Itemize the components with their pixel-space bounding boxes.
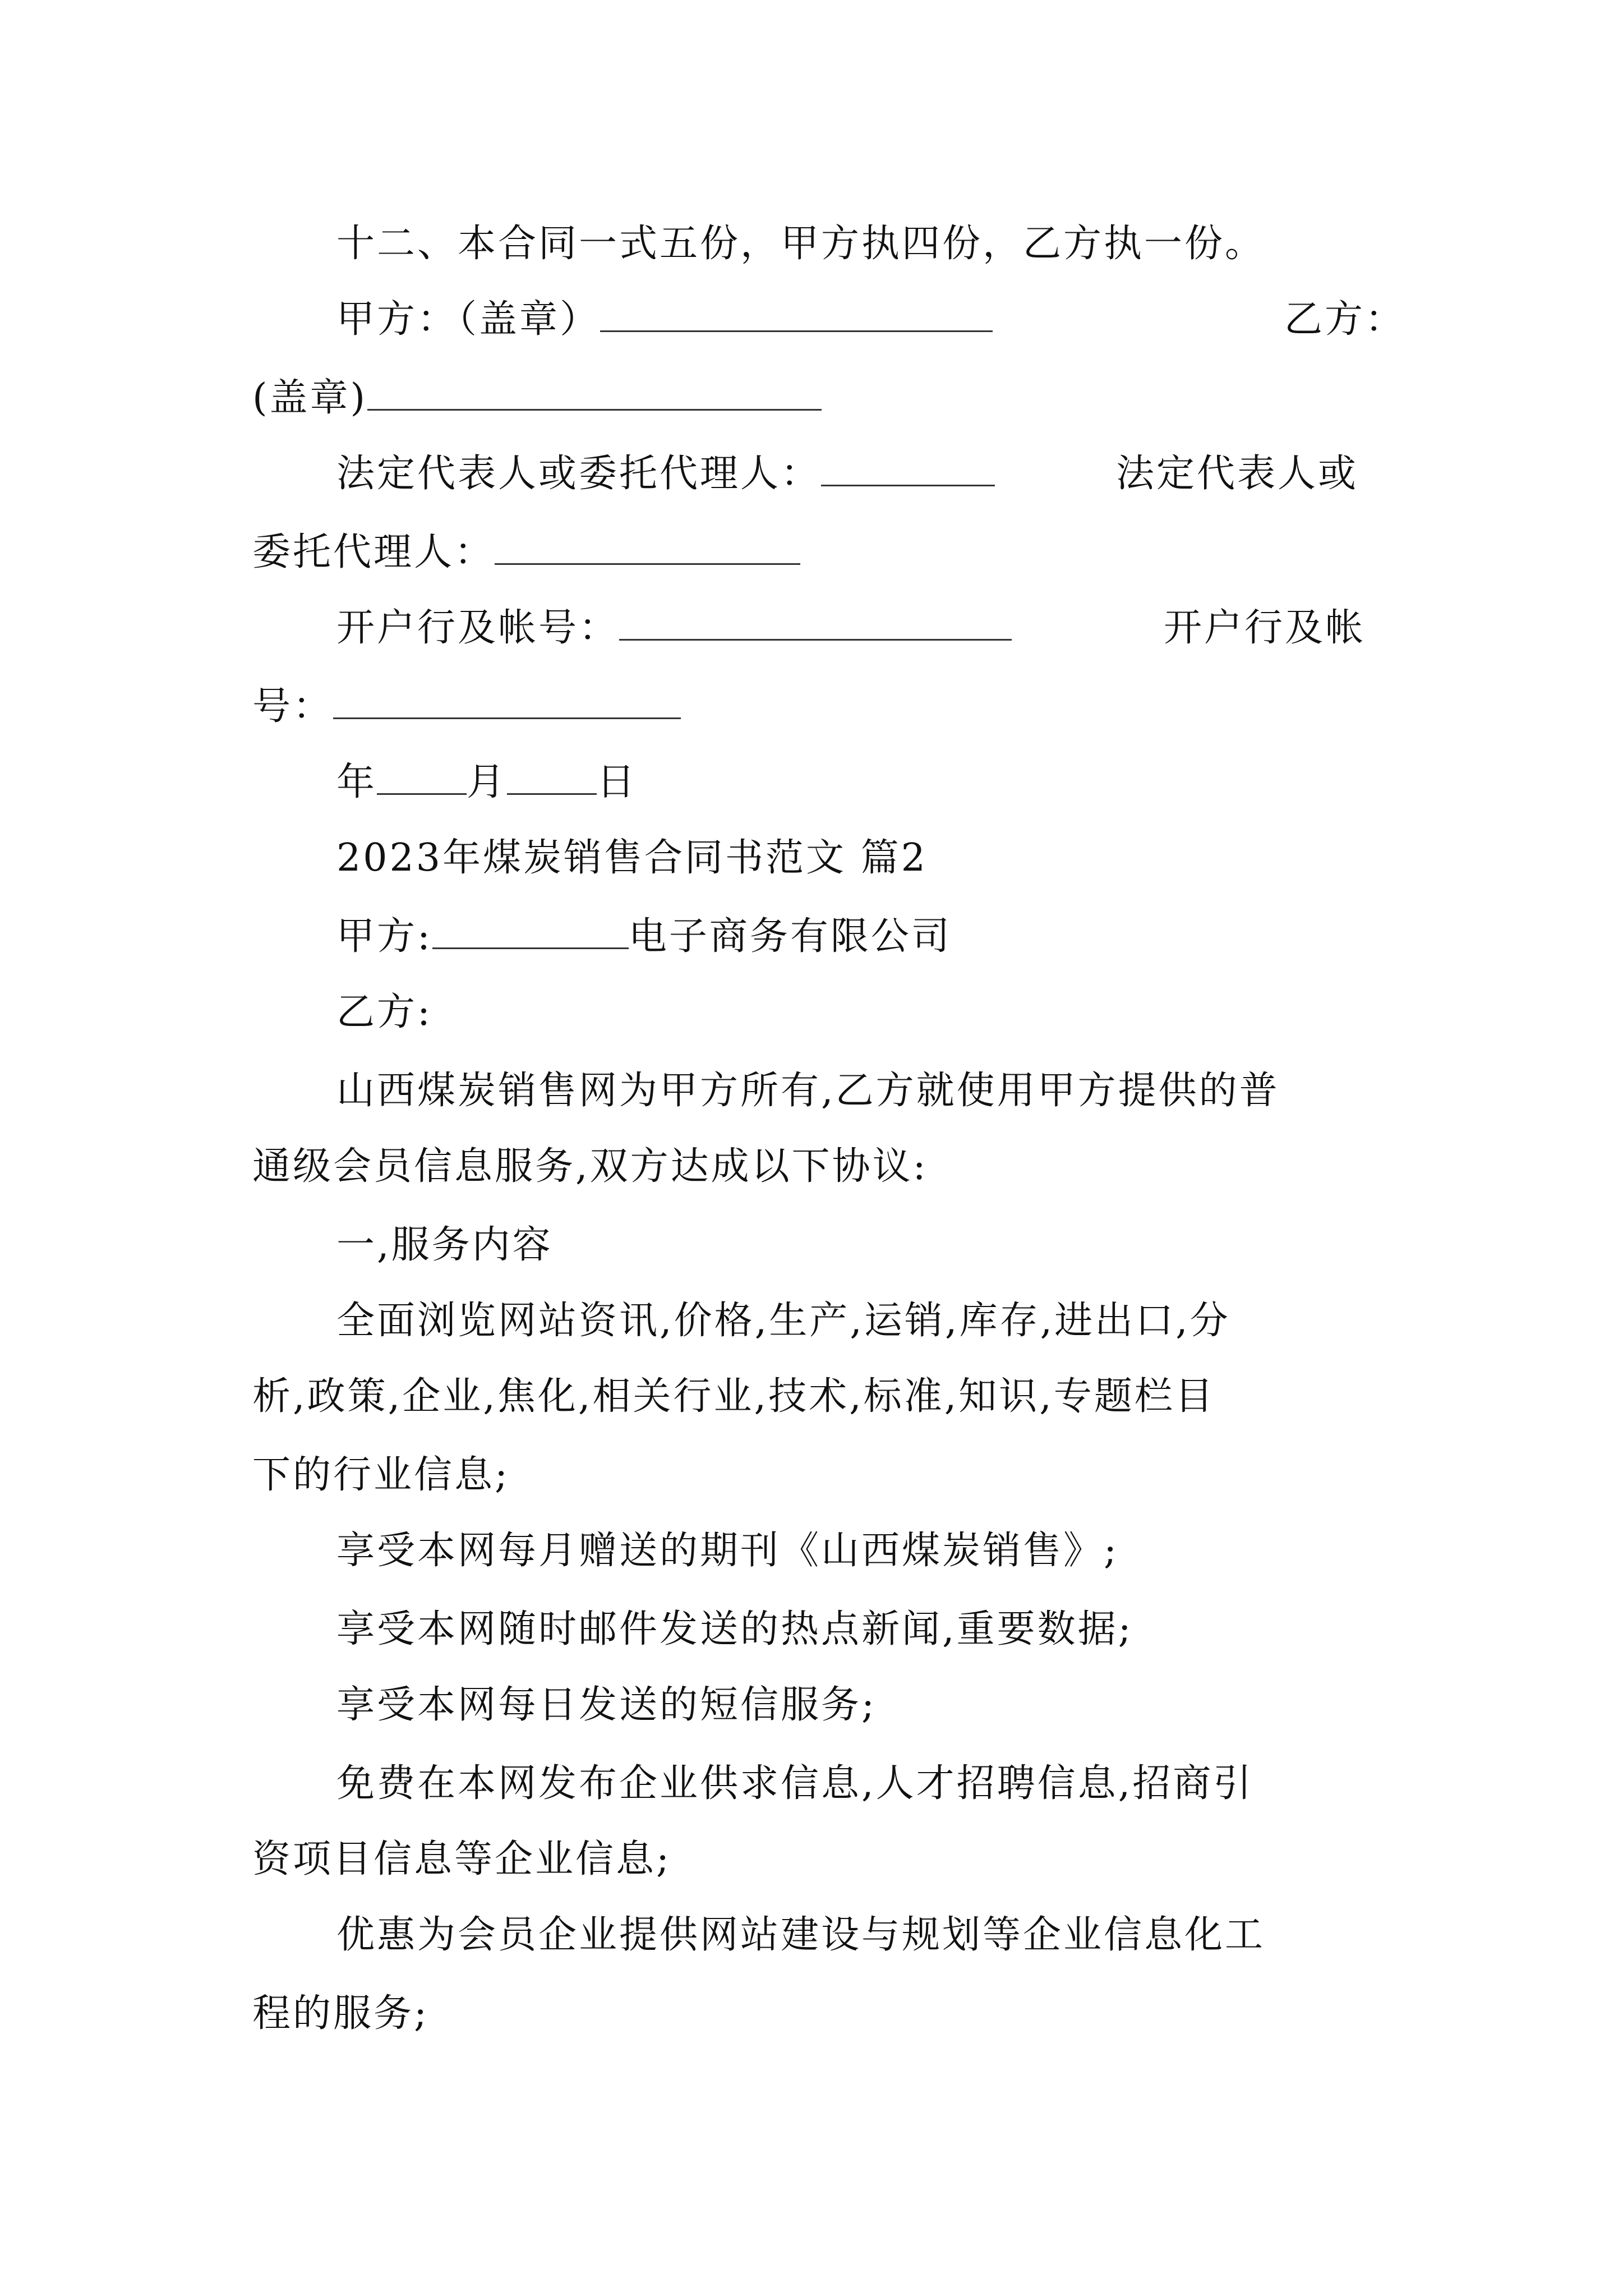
rep-a-label: 法定代表人或委托代理人： — [336, 452, 822, 496]
service-item1-line3: 下的行业信息; — [252, 1453, 510, 1497]
date-day-blank — [507, 761, 597, 795]
party-a-blank — [432, 915, 629, 949]
sign-b-seal-line — [252, 376, 822, 421]
rep-b-line — [252, 530, 800, 575]
service-item5-line2: 资项目信息等企业信息; — [252, 1837, 671, 1881]
bank-b-label-part2: 号： — [252, 684, 334, 729]
sign-a-seal-line — [336, 297, 993, 342]
service-heading: 一,服务内容 — [336, 1223, 553, 1267]
sign-a-seal-label: 甲方：（盖章） — [336, 297, 601, 342]
bank-b-label-part1: 开户行及帐 — [1164, 606, 1366, 650]
date-day: 日 — [597, 760, 638, 804]
service-item4: 享受本网每日发送的短信服务; — [336, 1683, 877, 1727]
date-month: 月 — [467, 760, 508, 804]
intro-line-2: 通级会员信息服务,双方达成以下协议: — [252, 1144, 928, 1189]
bank-a-line — [336, 606, 1012, 651]
sign-a-seal-blank — [600, 298, 993, 332]
sign-b-seal-label: (盖章) — [252, 376, 368, 420]
sign-b-seal-blank — [367, 376, 822, 411]
rep-b-label-part2: 委托代理人： — [252, 530, 495, 574]
clause-12: 十二、本合同一式五份，甲方执四份，乙方执一份。 — [336, 222, 1266, 266]
rep-a-line — [336, 452, 995, 496]
date-year: 年 — [336, 760, 377, 804]
party-a-company: 电子商务有限公司 — [628, 914, 952, 959]
date-line — [336, 760, 637, 805]
bank-a-blank — [619, 606, 1012, 641]
bank-a-label: 开户行及帐号： — [336, 606, 620, 650]
service-item2: 享受本网每月赠送的期刊《山西煤炭销售》; — [336, 1529, 1119, 1573]
service-item3: 享受本网随时邮件发送的热点新闻,重要数据; — [336, 1607, 1133, 1651]
service-item6-line1: 优惠为会员企业提供网站建设与规划等企业信息化工 — [336, 1913, 1266, 1957]
party-a-label: 甲方: — [336, 914, 432, 959]
rep-b-blank — [495, 531, 800, 565]
service-item5-line1: 免费在本网发布企业供求信息,人才招聘信息,招商引 — [336, 1761, 1254, 1806]
bank-b-blank — [333, 685, 681, 719]
rep-b-label-part1: 法定代表人或 — [1116, 452, 1359, 496]
party-b-label: 乙方: — [336, 990, 432, 1034]
service-item1-line1: 全面浏览网站资讯,价格,生产,运销,库存,进出口,分 — [336, 1299, 1230, 1343]
rep-a-blank — [821, 452, 995, 486]
party-a-line — [336, 914, 952, 959]
intro-line-1: 山西煤炭销售网为甲方所有,乙方就使用甲方提供的普 — [336, 1069, 1280, 1113]
date-month-blank — [377, 761, 467, 795]
section2-title: 2023年煤炭销售合同书范文 篇2 — [336, 836, 928, 880]
sign-b-label: 乙方： — [1284, 297, 1406, 342]
service-item6-line2: 程的服务; — [252, 1991, 429, 2036]
service-item1-line2: 析,政策,企业,焦化,相关行业,技术,标准,知识,专题栏目 — [252, 1374, 1215, 1419]
bank-b-line — [252, 684, 681, 729]
